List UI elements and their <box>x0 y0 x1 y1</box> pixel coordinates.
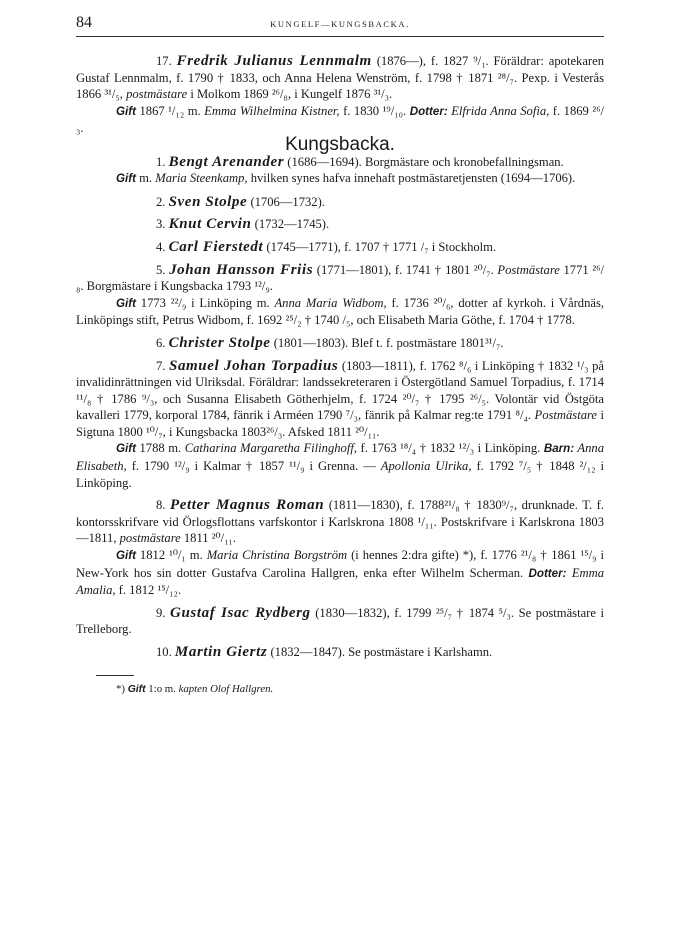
page <box>76 14 604 697</box>
entry-text: 1811 ²⁰/₁₁. <box>180 531 237 546</box>
footnote-name: kapten Olof Hallgren. <box>178 682 274 695</box>
entry-5 <box>76 262 604 295</box>
entry-name: Christer Stolpe <box>168 334 271 351</box>
footnote-mark: *) <box>116 682 125 695</box>
entry-number: 1. <box>156 154 166 169</box>
gift-text: hvilken synes hafva innehaft postmästaretjensten (1694—1706). <box>247 171 576 186</box>
dotter-name: Emma Amalia, <box>76 565 604 598</box>
entry-text: i Sigtuna 1800 ¹⁰/₇, i Kungsbacka 1803²⁶/₃. Afsked 1811 ²⁰/₁₁. <box>76 408 605 439</box>
entry-text: i Molkom 1869 ²⁶/₈, i Kungelf 1876 ³¹/₃. <box>187 87 393 102</box>
running-head: KUNGELF—KUNGSBACKA. <box>270 19 410 29</box>
dotter-label: Dotter: <box>409 104 448 118</box>
entry-name: Bengt Arenander <box>168 153 285 170</box>
footnote-divider <box>96 675 134 676</box>
entry-3 <box>76 216 604 233</box>
entry-number: 9. <box>156 605 166 620</box>
gift-text: f. 1763 ¹⁸/₄ † 1832 ¹²/₃ i Linköping. <box>357 441 544 456</box>
wife-name: Emma Wilhelmina Kistner, <box>204 103 340 118</box>
entry-number: 7. <box>156 358 166 373</box>
entry-name: Sven Stolpe <box>168 193 248 210</box>
entry-italic: postmästare <box>119 531 181 546</box>
entry-text: (1771—1801), f. 1741 † 1801 ²⁰/₇. <box>313 262 498 277</box>
barn-label: Barn: <box>543 442 575 456</box>
entry-text: (1706—1732). <box>247 194 325 209</box>
entry-text: (1876—), f. 1827 ⁹/₁. Föräldrar: apotekaren Gustaf Lennmalm, f. 1790 † 1833, och Anna Helena Wenström, f. 1798 † 1871 ²⁸/₇. Pexp. i Vesterås 1866 ³¹/₅, <box>76 54 604 102</box>
wife-name: Anna Maria Widbom, <box>274 295 387 310</box>
page-header <box>76 14 604 37</box>
entry-name: Fredrik Julianus Lennmalm <box>176 53 372 69</box>
gift-label: Gift <box>116 104 136 118</box>
dotter-text: f. 1812 ¹⁵/₁₂. <box>115 583 182 598</box>
gift-text: 1867 ¹/₁₂ m. <box>135 103 205 118</box>
page-number: 84 <box>76 14 92 31</box>
entry-text: (1801—1803). Blef t. f. postmästare 1801³¹/₇. <box>270 335 504 350</box>
entry-8-gift <box>76 547 604 599</box>
section-title: Kungsbacka. <box>285 133 395 155</box>
gift-label: Gift <box>116 296 136 310</box>
wife-name: Maria Christina Borgström <box>206 548 348 563</box>
entry-5-gift <box>76 295 604 329</box>
child-name: Apollonia Ulrika, <box>380 459 472 474</box>
gift-text: 1788 m. <box>135 441 185 456</box>
child-text: f. 1790 ¹²/₉ i Kalmar † 1857 ¹¹/₉ i Grenna. — <box>126 459 381 474</box>
footnote <box>76 682 604 697</box>
entry-1-gift <box>76 170 604 188</box>
entry-name: Johan Hansson Friis <box>169 261 314 278</box>
footnote-text: 1:o m. <box>145 682 179 695</box>
child-name: Anna Elisabeth, <box>76 441 604 474</box>
gift-text: f. 1830 ¹⁹/₁₀. <box>339 103 410 118</box>
entry-2 <box>76 194 604 211</box>
entry-17-gift <box>76 103 604 137</box>
entry-7 <box>76 358 604 441</box>
gift-label: Gift <box>116 549 136 563</box>
entry-9 <box>76 605 604 638</box>
gift-text: f. 1736 ²⁰/₆, dotter af kyrkoh. i Vårdnäs, Linköpings stift, Petrus Widbom, f. 1692 ²⁵/₂ † 1740 /₅, och Elisabeth Maria Göthe, f. 1704 † 1778. <box>76 295 605 328</box>
wife-name: Catharina Margaretha Filinghoff, <box>184 441 358 456</box>
entry-italic: Postmästare <box>497 262 560 277</box>
entry-text: (1832—1847). Se postmästare i Karlshamn. <box>267 645 493 659</box>
entry-number: 5. <box>156 262 166 277</box>
entry-name: Petter Magnus Roman <box>169 497 325 514</box>
gift-label: Gift <box>116 442 136 456</box>
page-content <box>76 53 604 697</box>
dotter-label: Dotter: <box>528 566 567 580</box>
entry-text: 1771 ²⁶/₈. Borgmästare i Kungsbacka 1793 ¹²/₉. <box>76 262 604 294</box>
gift-text: m. <box>135 171 156 186</box>
entry-1 <box>76 154 604 171</box>
gift-text: 1773 ²²/₉ i Linköping m. <box>135 295 275 310</box>
entry-name: Samuel Johan Torpadius <box>169 357 339 374</box>
entry-text: (1732—1745). <box>251 217 330 232</box>
entry-name: Martin Giertz <box>174 644 268 660</box>
entry-7-gift <box>76 440 604 491</box>
dotter-text: f. 1869 ²⁶/₃. <box>76 103 604 136</box>
entry-name: Carl Fierstedt <box>168 238 264 255</box>
gift-text: 1812 ¹⁰/₁ m. <box>135 548 207 563</box>
child-text: f. 1792 ⁷/₅ † 1848 ²/₁₂ i Linköping. <box>76 459 604 490</box>
entry-number: 17. <box>156 54 172 68</box>
gift-label: Gift <box>116 172 136 186</box>
entry-17 <box>76 53 604 103</box>
entry-8 <box>76 497 604 547</box>
entry-italic: Postmästare <box>534 408 598 423</box>
gift-text: (i hennes 2:dra gifte) *), f. 1776 ²¹/₈ † 1861 ¹⁵/₉ i New-York hos sin dotter Gustafva Carolina Hallgren, enka efter Wilhelm Scherman. <box>76 548 604 580</box>
entry-number: 10. <box>156 645 172 659</box>
entry-number: 6. <box>156 335 166 350</box>
entry-text: (1830—1832), f. 1799 ²⁵/₇ † 1874 ⁵/₃. Se postmästare i Trelleborg. <box>76 605 605 637</box>
entry-number: 3. <box>156 217 166 232</box>
dotter-name: Elfrida Anna Sofia, <box>447 103 550 118</box>
entry-6 <box>76 335 604 352</box>
entry-number: 4. <box>156 239 166 254</box>
entry-10 <box>76 644 604 661</box>
gift-label: Gift <box>127 683 146 695</box>
entry-text: (1803—1811), f. 1762 ⁸/₆ i Linköping † 1832 ¹/₃ på invalidinrättningen vid Ulriksdal. Föräldrar: landssekreteraren i Östergötland Samuel Torpadius, f. 1714 ¹¹/₈ † 1786 ⁹/₃, och Susanna Elisabeth Götherhjelm, f. 1724 ²⁰/₇ † 1795 ²⁶/₅. Volontär vid Östgöta kavalleri 1779, korporal 1784, fänrik i Arméen 1790 ⁷/₃, fänrik på Kalmar reg:te 1791 ⁸/₄. <box>76 358 604 423</box>
entry-text: (1745—1771), f. 1707 † 1771 /₇ i Stockholm. <box>263 239 497 254</box>
entry-text: (1811—1830), f. 1788²¹/₈ † 1830⁹/₇, drunknade. T. f. kontorsskrifvare vid Örlogsflottans varfskontor i Karlskrona 1808 ¹/₁₁. Postskrifvare i Karlskrona 1803—1811, <box>76 498 604 546</box>
entry-name: Knut Cervin <box>168 216 252 233</box>
entry-4 <box>76 239 604 256</box>
entry-italic: postmästare <box>126 87 188 102</box>
entry-number: 8. <box>156 498 166 513</box>
wife-name: Maria Steenkamp, <box>155 171 248 186</box>
entry-text: (1686—1694). Borgmästare och kronobefallningsman. <box>284 154 564 169</box>
entry-name: Gustaf Isac Rydberg <box>170 604 311 621</box>
entry-number: 2. <box>156 194 166 209</box>
